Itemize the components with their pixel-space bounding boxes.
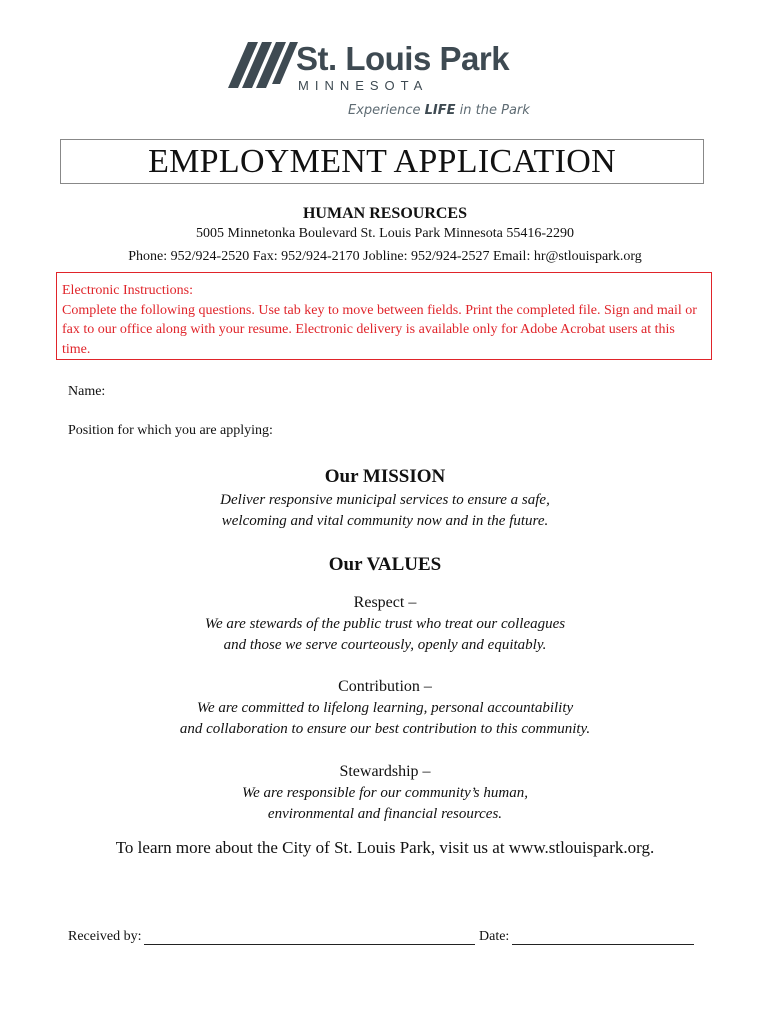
title-box — [60, 139, 704, 184]
instructions-text: Complete the following questions. Use tab key to move between fields. Print the completed file. Sign and mail or fax to our office along with your resume. Electronic delivery is available only for Adobe Acrobat users at this time. — [62, 302, 697, 357]
mission-text — [0, 490, 770, 532]
date-label: Date: — [479, 929, 510, 944]
values-heading: Our VALUES — [328, 554, 442, 575]
name-input[interactable] — [106, 384, 406, 402]
department-contact: Phone: 952/924-2520 Fax: 952/924-2170 Jobline: 952/924-2527 Email: hr@stlouispark.org — [128, 249, 642, 264]
value-line: and those we serve courteously, openly and equitably. — [223, 637, 547, 653]
position-label: Position for which you are applying: — [68, 423, 273, 438]
value-line: and collaboration to ensure our best contribution to this community. — [179, 721, 591, 737]
tagline-pre: Experience — [348, 103, 421, 118]
value-line: environmental and financial resources. — [267, 806, 503, 822]
department-address: 5005 Minnetonka Boulevard St. Louis Park Minnesota 55416-2290 — [196, 226, 574, 241]
mission-heading: Our MISSION — [324, 466, 446, 487]
value-line: We are committed to lifelong learning, personal accountability — [196, 700, 574, 716]
instructions-heading: Electronic Instructions: — [62, 283, 194, 298]
learn-more-text: To learn more about the City of St. Louis Park, visit us at www.stlouispark.org. — [115, 838, 655, 857]
value-name-stewardship: Stewardship – — [339, 763, 431, 780]
logo-name: St. Louis Park — [296, 40, 510, 77]
received-by-line — [144, 944, 475, 945]
value-text-respect — [0, 614, 770, 656]
value-text-stewardship — [0, 783, 770, 825]
department-name: HUMAN RESOURCES — [302, 205, 467, 222]
value-name-contribution: Contribution – — [338, 678, 432, 695]
tagline-bold: LIFE — [424, 103, 456, 118]
logo-tagline — [348, 103, 530, 118]
value-name-respect: Respect – — [353, 594, 417, 611]
mission-line: welcoming and vital community now and in the future. — [221, 513, 549, 529]
value-text-contribution — [0, 698, 770, 740]
tagline-post: in the Park — [459, 103, 530, 118]
name-label: Name: — [68, 384, 106, 399]
mission-line: Deliver responsive municipal services to ensure a safe, — [220, 492, 550, 508]
received-by-label: Received by: — [68, 929, 142, 944]
logo-state: MINNESOTA — [298, 78, 429, 93]
position-input[interactable] — [282, 423, 582, 441]
date-line — [512, 944, 694, 945]
page-title: EMPLOYMENT APPLICATION — [148, 142, 616, 180]
instructions-box — [56, 272, 712, 360]
value-line: We are responsible for our community’s human, — [242, 785, 528, 801]
value-line: We are stewards of the public trust who treat our colleagues — [204, 616, 566, 632]
